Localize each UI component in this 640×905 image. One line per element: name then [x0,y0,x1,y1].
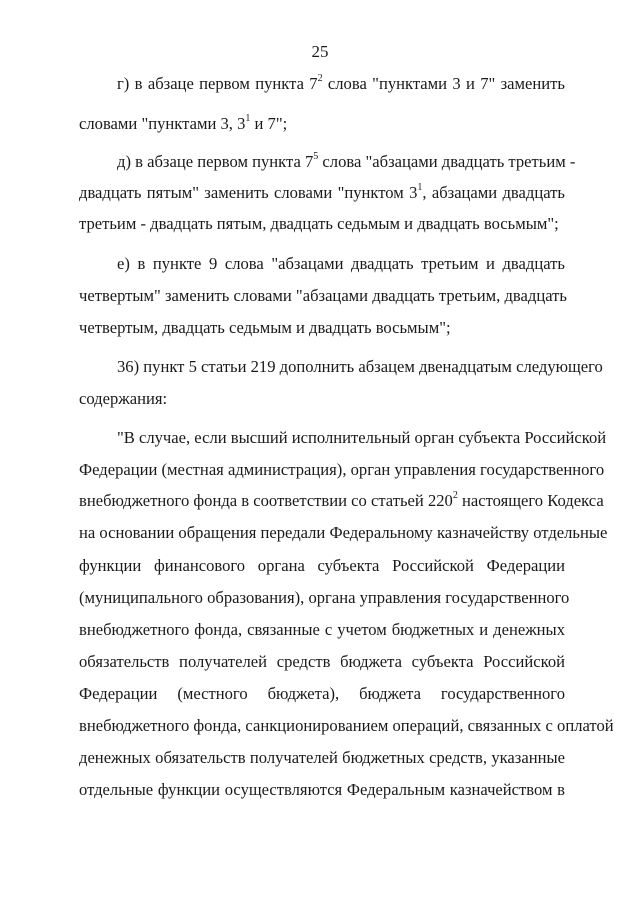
text-run: денежных обязательств получателей бюджетных средств, указанные [79,748,565,767]
text-run: (муниципального образования), органа управления государственного [79,588,570,607]
text-run: Федерации (местная администрация), орган управления государственного [79,460,605,479]
text-line [79,748,565,768]
text-run: содержания: [79,389,168,408]
superscript: 2 [452,490,458,502]
page-number: 25 [311,42,329,61]
text-run: внебюджетного фонда, связанные с учетом бюджетных и денежных [79,620,565,639]
text-run: функции финансового органа субъекта Российской Федерации [79,556,565,575]
text-line [79,214,565,234]
superscript: 5 [313,151,319,163]
text-run: , абзацами двадцать [422,183,565,202]
text-run: четвертым" заменить словами "абзацами двадцать третьим, двадцать [79,286,567,305]
text-line [79,183,565,203]
text-line [79,389,565,409]
text-line [79,684,565,704]
text-line [79,716,614,736]
text-run: на основании обращения передали Федеральному казначейству отдельные [79,523,608,542]
text-run: четвертым, двадцать седьмым и двадцать восьмым"; [79,318,451,337]
text-run: отдельные функции осуществляются Федеральным казначейством в [79,780,565,799]
text-run: "В случае, если высший исполнительный орган субъекта Российской [117,428,607,447]
text-run: двадцать пятым" заменить словами "пунктом 3 [79,183,418,202]
text-line [117,428,607,448]
text-run: Федерации (местного бюджета), бюджета государственного [79,684,565,703]
text-run: третьим - двадцать пятым, двадцать седьмым и двадцать восьмым"; [79,214,559,233]
text-line [79,588,570,608]
text-line [79,556,565,576]
text-line [79,652,565,672]
text-run: слова "пунктами 3 и 7" заменить [322,74,565,93]
text-line [117,254,565,274]
text-run: 36) пункт 5 статьи 219 дополнить абзацем двенадцатым следующего [117,357,603,376]
text-line [79,318,565,338]
text-run: д) в абзаце первом пункта 7 [117,152,314,171]
text-run: настоящего Кодекса [457,491,604,510]
text-run: слова "абзацами двадцать третьим - [318,152,576,171]
text-run: е) в пункте 9 слова "абзацами двадцать третьим и двадцать [117,254,565,273]
superscript: 1 [245,113,251,125]
text-line [79,286,565,306]
text-line [117,74,565,94]
text-line [79,460,605,480]
text-line [79,523,608,543]
superscript: 2 [317,73,323,85]
text-run: и 7"; [250,114,288,133]
text-line [79,620,565,640]
text-line [79,490,604,511]
text-run: обязательств получателей средств бюджета субъекта Российской [79,652,565,671]
text-line [117,151,576,172]
superscript: 1 [417,182,423,194]
text-line [79,780,565,800]
text-line [117,357,603,377]
text-run: внебюджетного фонда, санкционированием операций, связанных с оплатой [79,716,614,735]
text-run: г) в абзаце первом пункта 7 [117,74,318,93]
text-line [79,114,565,134]
text-run: словами "пунктами 3, 3 [79,114,246,133]
text-run: внебюджетного фонда в соответствии со статьей 220 [79,491,453,510]
